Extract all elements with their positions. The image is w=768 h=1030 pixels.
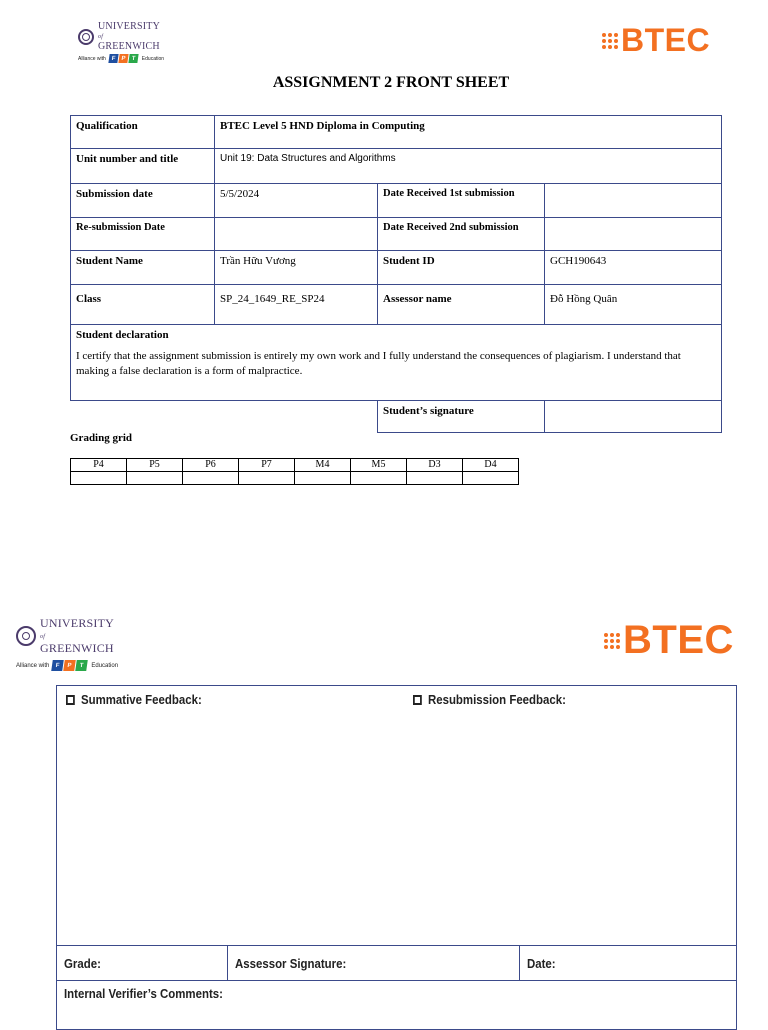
date-received-2-label: Date Received 2nd submission — [377, 217, 545, 251]
fpt-logo-icon: F P T — [52, 660, 88, 671]
summative-feedback-label: Summative Feedback: — [80, 692, 202, 707]
alliance-prefix: Alliance with — [78, 55, 106, 62]
university-name-line2: GREENWICH — [98, 41, 160, 52]
btec-wordmark: BTEC — [621, 22, 711, 58]
submission-date-label: Submission date — [70, 183, 215, 218]
unit-label: Unit number and title — [70, 148, 215, 184]
grade-header-m4: M4 — [295, 459, 351, 472]
grading-grid-header-row — [71, 459, 519, 472]
student-name-value: Trần Hữu Vương — [214, 250, 378, 285]
university-seal-icon — [16, 626, 36, 646]
btec-dots-icon — [602, 33, 618, 49]
alliance-prefix: Alliance with — [16, 662, 50, 669]
qualification-label: Qualification — [70, 115, 215, 149]
grade-header-p7: P7 — [239, 459, 295, 472]
grade-value-m4[interactable] — [295, 472, 351, 485]
declaration-label: Student declaration — [76, 329, 169, 341]
university-of: of — [40, 634, 46, 640]
feedback-form — [56, 685, 737, 1030]
unit-value: Unit 19: Data Structures and Algorithms — [214, 148, 722, 184]
university-of: of — [98, 34, 104, 40]
grade-value-p6[interactable] — [183, 472, 239, 485]
alliance-line — [16, 660, 118, 671]
university-name-line1: UNIVERSITY — [40, 616, 114, 630]
assessor-signature-label: Assessor Signature: — [235, 956, 347, 971]
grade-value-m5[interactable] — [351, 472, 407, 485]
summative-feedback-checkbox[interactable] — [66, 695, 75, 705]
date-received-1-label: Date Received 1st submission — [377, 183, 545, 218]
btec-logo — [602, 22, 710, 59]
grading-grid-table — [70, 458, 519, 485]
declaration-box — [70, 324, 722, 401]
assessor-name-label: Assessor name — [377, 284, 545, 325]
qualification-value: BTEC Level 5 HND Diploma in Computing — [214, 115, 722, 149]
grade-value-d3[interactable] — [407, 472, 463, 485]
student-name-label: Student Name — [70, 250, 215, 285]
grade-field-label: Grade: — [64, 956, 101, 971]
summative-feedback-option[interactable] — [66, 692, 202, 707]
class-label: Class — [70, 284, 215, 325]
university-name-line2: GREENWICH — [40, 641, 114, 655]
resubmission-date-value — [214, 217, 378, 251]
student-id-value: GCH190643 — [544, 250, 722, 285]
grade-header-d4: D4 — [463, 459, 519, 472]
declaration-text: I certify that the assignment submission is entirely my own work and I fully understand the consequences of plagiarism. I understand that making a false declaration is a form of malpractice. — [76, 350, 681, 377]
date-received-1-value — [544, 183, 722, 218]
btec-logo-page2 — [604, 618, 734, 663]
resubmission-feedback-label: Resubmission Feedback: — [427, 692, 566, 707]
alliance-line — [78, 54, 164, 63]
university-name-line1: UNIVERSITY — [98, 21, 160, 32]
date-received-2-value — [544, 217, 722, 251]
btec-dots-icon — [604, 633, 620, 649]
grade-header-p6: P6 — [183, 459, 239, 472]
assessor-name-value: Đỗ Hồng Quân — [544, 284, 722, 325]
resubmission-date-label: Re-submission Date — [70, 217, 215, 251]
class-value: SP_24_1649_RE_SP24 — [214, 284, 378, 325]
grade-value-p4[interactable] — [71, 472, 127, 485]
grade-value-d4[interactable] — [463, 472, 519, 485]
submission-date-value: 5/5/2024 — [214, 183, 378, 218]
university-logo — [78, 22, 164, 63]
fpt-logo-icon: F P T — [109, 54, 139, 63]
date-field-label: Date: — [527, 956, 556, 971]
grade-value-p5[interactable] — [127, 472, 183, 485]
front-sheet-title: ASSIGNMENT 2 FRONT SHEET — [272, 74, 510, 91]
alliance-suffix: Education — [141, 55, 165, 62]
btec-wordmark: BTEC — [623, 618, 734, 662]
internal-verifier-comments-label: Internal Verifier’s Comments: — [64, 986, 223, 1001]
grade-header-m5: M5 — [351, 459, 407, 472]
grade-header-d3: D3 — [407, 459, 463, 472]
signature-label: Student’s signature — [377, 400, 545, 433]
alliance-suffix: Education — [91, 662, 119, 669]
grading-grid-value-row — [71, 472, 519, 485]
grade-value-p7[interactable] — [239, 472, 295, 485]
grade-header-p5: P5 — [127, 459, 183, 472]
university-seal-icon — [78, 29, 94, 45]
signature-field[interactable] — [544, 400, 722, 433]
resubmission-feedback-option[interactable] — [413, 692, 566, 707]
university-logo-page2 — [16, 618, 118, 671]
student-id-label: Student ID — [377, 250, 545, 285]
grading-grid-title: Grading grid — [70, 432, 133, 444]
grade-header-p4: P4 — [71, 459, 127, 472]
resubmission-feedback-checkbox[interactable] — [413, 695, 422, 705]
